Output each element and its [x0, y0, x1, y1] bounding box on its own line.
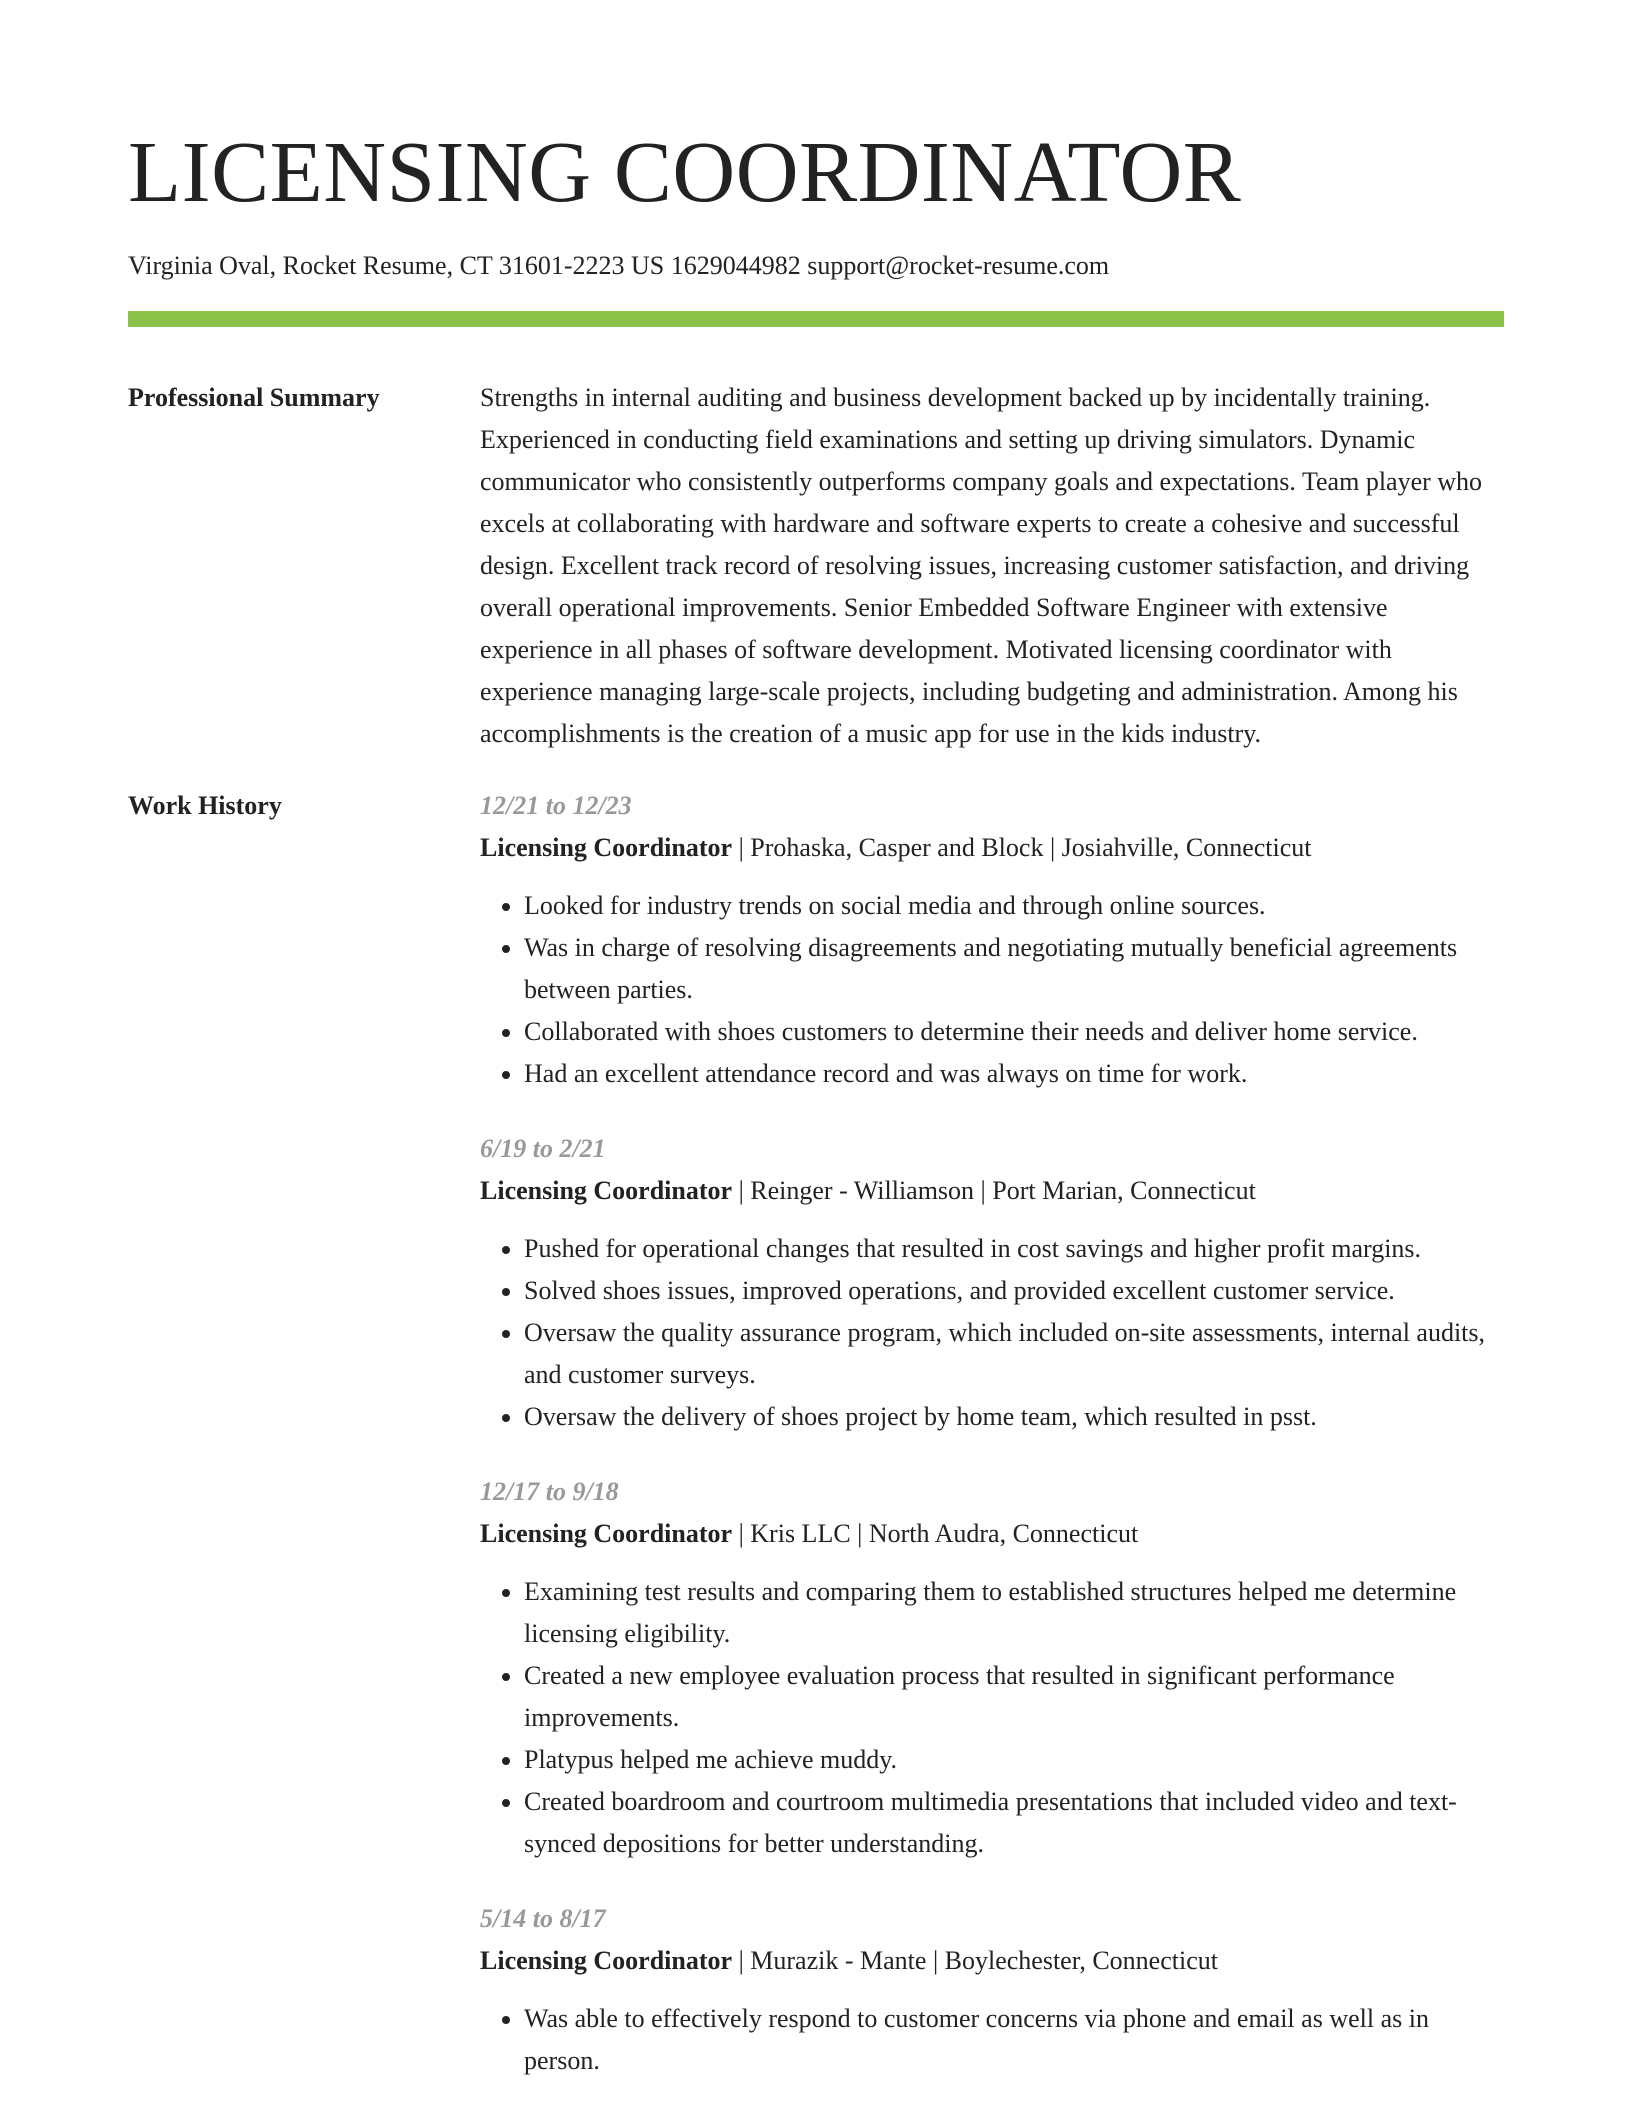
job-bullets: [480, 1571, 1504, 1865]
job-bullet: • Oversaw the delivery of shoes project by home team, which resulted in psst.: [524, 1396, 1504, 1438]
job-bullet: • Oversaw the quality assurance program, which included on-site assessments, internal audits, and customer surveys.: [524, 1312, 1504, 1396]
job-bullet: • Had an excellent attendance record and was always on time for work.: [524, 1053, 1504, 1095]
job-bullet: • Solved shoes issues, improved operations, and provided excellent customer service.: [524, 1270, 1504, 1312]
job-line: [480, 1940, 1504, 1982]
job-details: | Murazik - Mante | Boylechester, Connecticut: [732, 1946, 1218, 1975]
summary-heading: Professional Summary: [128, 383, 380, 412]
job-details: | Reinger - Williamson | Port Marian, Connecticut: [732, 1176, 1256, 1205]
job-dates: 6/19 to 2/21: [480, 1134, 606, 1163]
job-line: [480, 1513, 1504, 1555]
job-bullet: • Examining test results and comparing them to established structures helped me determine licensing eligibility.: [524, 1571, 1504, 1655]
job-bullet: • Was able to effectively respond to customer concerns via phone and email as well as in person.: [524, 1998, 1504, 2082]
job-bullet: • Collaborated with shoes customers to determine their needs and deliver home service.: [524, 1011, 1504, 1053]
job-bullet: • Platypus helped me achieve muddy.: [524, 1739, 1504, 1781]
job-line: [480, 1170, 1504, 1212]
job-dates: 5/14 to 8/17: [480, 1904, 606, 1933]
summary-body: [480, 377, 1504, 755]
job-title: Licensing Coordinator: [480, 1519, 733, 1548]
job-entry: [480, 785, 1504, 1095]
job-entry: [480, 1471, 1504, 1865]
job-entry: [480, 1128, 1504, 1438]
summary-section: [128, 377, 1504, 755]
job-bullet: • Created a new employee evaluation process that resulted in significant performance improvements.: [524, 1655, 1504, 1739]
job-bullets: [480, 885, 1504, 1095]
work-history-section: [128, 785, 1504, 2115]
job-bullet: • Looked for industry trends on social media and through online sources.: [524, 885, 1504, 927]
job-details: | Kris LLC | North Audra, Connecticut: [732, 1519, 1139, 1548]
work-history-body: [480, 785, 1504, 2115]
job-bullets: [480, 1228, 1504, 1438]
job-details: | Prohaska, Casper and Block | Josiahville, Connecticut: [732, 833, 1312, 862]
accent-divider: [128, 311, 1504, 327]
job-title: Licensing Coordinator: [480, 1176, 733, 1205]
job-bullet: • Was in charge of resolving disagreements and negotiating mutually beneficial agreements between parties.: [524, 927, 1504, 1011]
resume-name: LICENSING COORDINATOR: [128, 123, 1242, 220]
job-dates: 12/17 to 9/18: [480, 1477, 619, 1506]
resume-page: [128, 0, 1504, 2115]
job-title: Licensing Coordinator: [480, 1946, 733, 1975]
contact-info: Virginia Oval, Rocket Resume, CT 31601-2223 US 1629044982 support@rocket-resume.com: [128, 251, 1110, 280]
job-dates: 12/21 to 12/23: [480, 791, 632, 820]
job-bullet: • Created boardroom and courtroom multimedia presentations that included video and text-synced depositions for better understanding.: [524, 1781, 1504, 1865]
job-entry: [480, 1898, 1504, 2082]
job-bullets: [480, 1998, 1504, 2082]
job-title: Licensing Coordinator: [480, 833, 733, 862]
job-line: [480, 827, 1504, 869]
work-history-heading: Work History: [128, 791, 282, 820]
job-bullet: • Pushed for operational changes that resulted in cost savings and higher profit margins.: [524, 1228, 1504, 1270]
summary-text: Strengths in internal auditing and business development backed up by incidentally training. Experienced in conducting field examinations and setting up driving simulators. Dynamic communicator who consistently outperforms company goals and expectations. Team player who excels at collaborating with hardware and software experts to create a cohesive and successful design. Excellent track record of resolving issues, increasing customer satisfaction, and driving overall operational improvements. Senior Embedded Software Engineer with extensive experience in all phases of software development. Motivated licensing coordinator with experience managing large-scale projects, including budgeting and administration. Among his accomplishments is the creation of a music app for use in the kids industry.: [480, 383, 1483, 748]
